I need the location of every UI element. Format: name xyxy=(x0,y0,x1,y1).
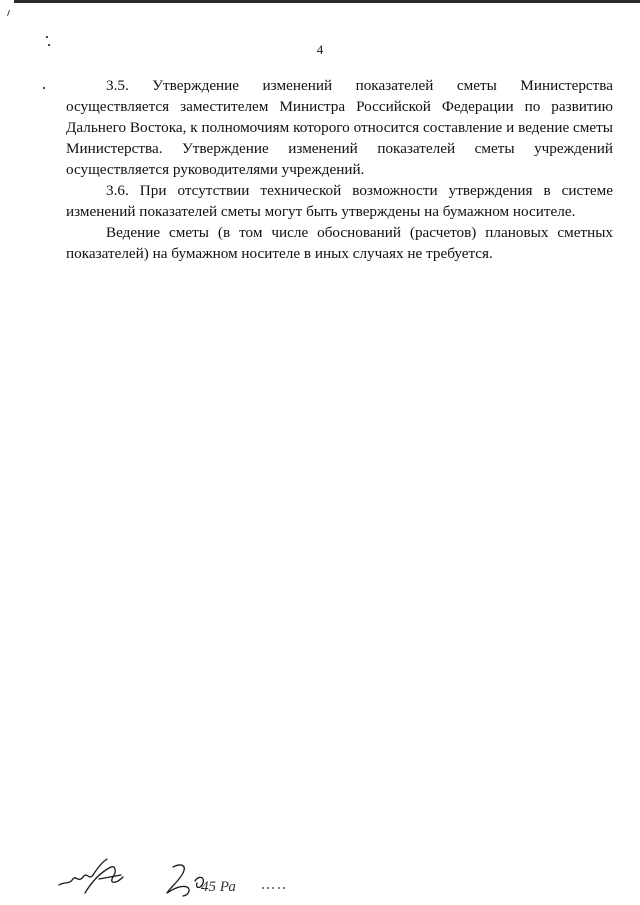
signature-1-stroke xyxy=(85,867,123,893)
paragraph-3-5: 3.5. Утверждение изменений показателей сметы Министерства осуществляется заместителем Министра Российской Федерации по развитию Дальнего Востока, к полномочиям которого относится составление и ведение сметы Министерства. Утверждение изменений показателей сметы учреждений осуществляется руководителями учреждений. xyxy=(66,77,613,178)
signature-2 xyxy=(167,865,189,896)
signature-1-dash xyxy=(99,875,121,879)
document-body xyxy=(66,75,613,264)
scan-artifact xyxy=(43,87,45,89)
scan-artifact xyxy=(7,10,10,16)
handwritten-signatures xyxy=(55,855,315,900)
scan-artifact xyxy=(46,36,48,38)
handwritten-note: 45 Ра xyxy=(201,879,236,895)
paragraph-paper-note: Ведение сметы (в том числе обоснований (расчетов) плановых сметных показателей) на бумажном носителе в иных случаях не требуется. xyxy=(66,224,613,262)
paragraph-3-6: 3.6. При отсутствии технической возможности утверждения в системе изменений показателей сметы могут быть утверждены на бумажном носителе. xyxy=(66,182,613,220)
signature-1 xyxy=(59,859,107,885)
page-number: 4 xyxy=(316,42,324,57)
top-border-line xyxy=(14,0,640,3)
